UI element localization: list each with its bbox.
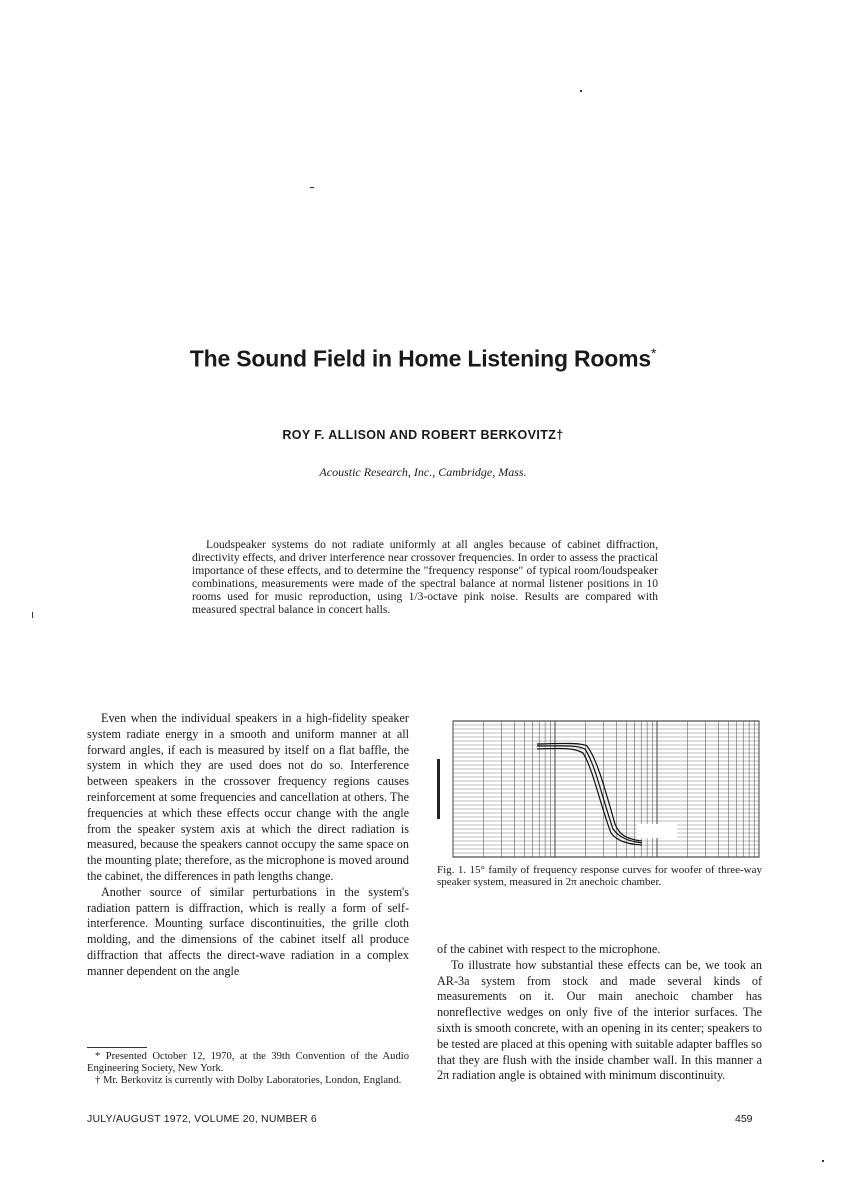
paragraph: To illustrate how substantial these effects can be, we took an AR-3a system from stock and made several kinds of measurements on it. Our main anechoic chamber has nonreflective wedges on only five of the interior surfaces. The sixth is smooth concrete, with an opening in its center; speakers to be tested are placed at this opening with suitable adapter baffles so that they are flush with the inside chamber wall. In this manner a 2π radiation angle is obtained with minimum discontinuity.	[437, 957, 763, 1083]
paragraph: of the cabinet with respect to the microphone.	[437, 942, 661, 956]
footnote: † Mr. Berkovitz is currently with Dolby Laboratories, London, England.	[95, 1075, 402, 1086]
figure-1-caption: Fig. 1. 15° family of frequency response curves for woofer of three-way speaker system, measured in 2π anechoic chamber.	[437, 864, 762, 889]
scan-speck	[310, 187, 314, 188]
scan-speck	[32, 612, 33, 618]
paragraph: Another source of similar perturbations in the system's radiation pattern is diffraction, which is really a form of self-interference. Mounting surface discontinuities, the grille cloth molding, and the dimensions of the cabinet itself all produce diffraction that affects the direct-wave radiation in a complex manner dependent on the angle	[87, 884, 409, 978]
footnote-rule	[87, 1047, 147, 1048]
journal-issue: JULY/AUGUST 1972, VOLUME 20, NUMBER 6	[87, 1113, 317, 1125]
affiliation: Acoustic Research, Inc., Cambridge, Mass.	[319, 465, 527, 479]
footnote: * Presented October 12, 1970, at the 39th Convention of the Audio Engineering Society, New York.	[87, 1051, 409, 1074]
figure-1-plot	[437, 719, 762, 861]
title-footnote-mark: *	[650, 345, 657, 361]
body-left-column	[87, 711, 409, 980]
footnotes	[87, 1051, 409, 1087]
paragraph: Even when the individual speakers in a high-fidelity speaker system radiate energy in a smooth and uniform manner at all forward angles, if each is measured by itself on a flat baffle, the system in which they are used does not do so. Interference between speakers in the crossover frequency regions causes reinforcement at some frequencies and cancellation at others. The frequencies at which these effects occur change with the angle from the speaker system axis at which the direct radiation is measured, because the speakers cannot occupy the same space on the mounting plate; therefore, as the microphone is moved around the cabinet, the differences in path lengths change.	[87, 711, 409, 883]
scan-speck	[822, 1160, 824, 1162]
abstract: Loudspeaker systems do not radiate uniformly at all angles because of cabinet diffraction, directivity effects, and driver interference near crossover frequencies. In order to assess the practical importance of these effects, and to determine the "frequency response" of typical room/loudspeaker combinations, measurements were made of the spectral balance at normal listener positions in 10 rooms used for music reproduction, using 1/3-octave pink noise. Results are compared with measured spectral balance in concert halls.	[192, 538, 658, 616]
scan-speck	[580, 90, 582, 92]
authors: ROY F. ALLISON AND ROBERT BERKOVITZ†	[282, 428, 564, 442]
page-number: 459	[735, 1113, 753, 1125]
body-right-column	[437, 942, 762, 1084]
paper-title: The Sound Field in Home Listening Rooms*	[189, 345, 657, 372]
author-footnote-mark: †	[556, 428, 564, 442]
